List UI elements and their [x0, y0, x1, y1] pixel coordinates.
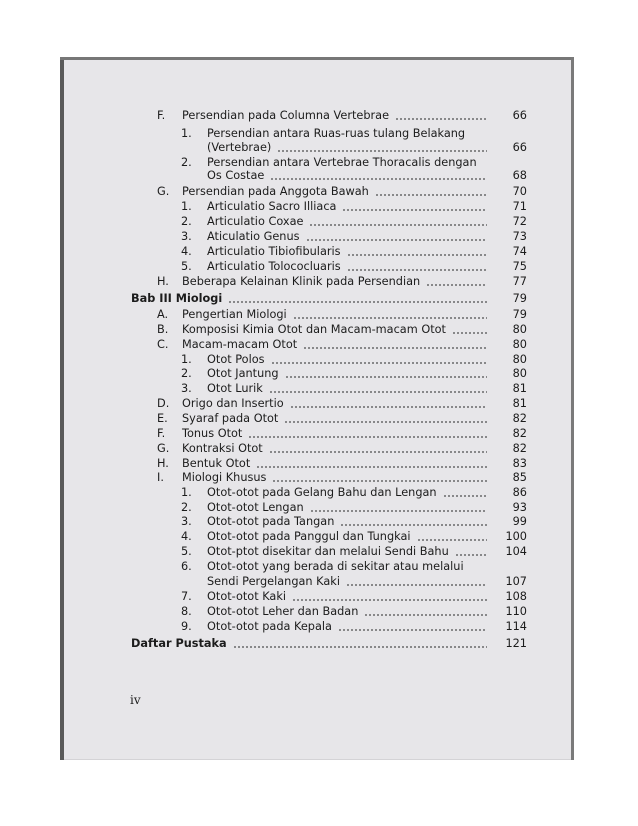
toc-entry-row — [207, 229, 493, 245]
toc-entry-title: Otot-otot pada Panggul dan Tungkai — [207, 530, 411, 543]
toc-entry-title: Otot Polos — [207, 353, 265, 366]
toc-page-number: 73 — [512, 230, 527, 243]
toc-entry-label: 2. — [181, 367, 192, 380]
toc-page-number: 82 — [512, 442, 527, 455]
toc-entry-title: Otot-ptot disekitar dan melalui Sendi Bahu — [207, 545, 449, 558]
toc-page-number: 71 — [512, 200, 527, 213]
dot-leader — [228, 301, 487, 303]
toc-entry-label: E. — [157, 412, 168, 425]
toc-entry-title: Otot Lurik — [207, 382, 263, 395]
dot-leader — [338, 629, 487, 631]
toc-page-number: 108 — [505, 590, 527, 603]
toc-entry-title: Otot Jantung — [207, 367, 279, 380]
dot-leader — [310, 510, 487, 512]
toc-entry-row — [182, 441, 493, 457]
toc-entry-label: 1. — [181, 200, 192, 213]
toc-page-number: 99 — [512, 515, 527, 528]
toc-entry-row — [207, 544, 493, 560]
toc-entry-label: 1. — [181, 353, 192, 366]
toc-entry-title: Syaraf pada Otot — [182, 412, 279, 425]
toc-entry-title: Otot-otot Leher dan Badan — [207, 605, 359, 618]
toc-entry-row — [182, 411, 493, 427]
toc-entry-title: Pengertian Miologi — [182, 308, 287, 321]
toc-page-number: 82 — [512, 412, 527, 425]
dot-leader — [346, 584, 487, 586]
dot-leader — [269, 451, 487, 453]
toc-entry-row — [182, 108, 493, 124]
toc-entry-label: H. — [157, 275, 169, 288]
toc-entry-row — [207, 381, 493, 397]
dot-leader — [256, 466, 487, 468]
dot-leader — [233, 646, 487, 648]
dot-leader — [269, 391, 487, 393]
toc-entry-label: A. — [157, 308, 169, 321]
toc-page-number: 79 — [512, 308, 527, 321]
toc-entry-row — [207, 199, 493, 215]
dot-leader — [375, 194, 487, 196]
toc-entry-row — [182, 396, 493, 412]
toc-entry-label: 2. — [181, 215, 192, 228]
toc-page-number: 75 — [512, 260, 527, 273]
toc-entry-row — [207, 514, 493, 530]
toc-entry-row — [207, 485, 493, 501]
toc-entry-row — [207, 366, 493, 382]
toc-entry-row — [207, 168, 493, 184]
toc-entry-row — [207, 259, 493, 275]
toc-entry-label: 2. — [181, 156, 192, 169]
toc-entry-label: 8. — [181, 605, 192, 618]
toc-entry-label: 3. — [181, 230, 192, 243]
toc-entry-label: 1. — [181, 486, 192, 499]
toc-entry-label: 9. — [181, 620, 192, 633]
toc-page-number: 82 — [512, 427, 527, 440]
dot-leader — [443, 495, 487, 497]
chapter-title: Bab III Miologi — [131, 292, 223, 305]
toc-entry-row — [207, 244, 493, 260]
toc-page-number: 80 — [512, 353, 527, 366]
toc-entry-title: Otot-otot Lengan — [207, 501, 304, 514]
toc-page-number: 66 — [512, 109, 527, 122]
toc-entry-title: Otot-otot pada Kepala — [207, 620, 332, 633]
dot-leader — [306, 239, 487, 241]
dot-leader — [452, 332, 487, 334]
toc-entry-row — [182, 322, 493, 338]
dot-leader — [417, 539, 487, 541]
toc-page-number: 83 — [512, 457, 527, 470]
toc-entry-title: Articulatio Tolococluaris — [207, 260, 341, 273]
toc-entry-row — [182, 184, 493, 200]
toc-entry-title: Articulatio Sacro Illiaca — [207, 200, 337, 213]
toc-page-number: 66 — [512, 141, 527, 154]
toc-entry-title: Persendian antara Vertebrae Thoracalis dengan — [207, 156, 477, 169]
toc-page-number: 80 — [512, 323, 527, 336]
toc-entry-title: Aticulatio Genus — [207, 230, 300, 243]
toc-entry-label: F. — [157, 109, 166, 122]
toc-entry-label: F. — [157, 427, 166, 440]
toc-entry-label: 5. — [181, 260, 192, 273]
toc-entry-row — [182, 307, 493, 323]
toc-page-number: 81 — [512, 382, 527, 395]
toc-page-number: 80 — [512, 338, 527, 351]
toc-page-number: 72 — [512, 215, 527, 228]
toc-page-number: 80 — [512, 367, 527, 380]
dot-leader — [455, 554, 487, 556]
dot-leader — [293, 317, 487, 319]
toc-entry-title: Miologi Khusus — [182, 471, 267, 484]
toc-entry-label: I. — [157, 471, 164, 484]
toc-entry-title: Origo dan Insertio — [182, 397, 284, 410]
toc-entry-label: 3. — [181, 515, 192, 528]
toc-entry-label: B. — [157, 323, 169, 336]
dot-leader — [271, 362, 487, 364]
dot-leader — [277, 150, 487, 152]
toc-page-number: 114 — [505, 620, 527, 633]
dot-leader — [290, 406, 487, 408]
toc-entry-title: Otot-otot yang berada di sekitar atau melalui — [207, 560, 464, 573]
dot-leader — [364, 614, 487, 616]
chapter-title: Daftar Pustaka — [131, 637, 227, 650]
dot-leader — [285, 376, 487, 378]
toc-entry-label: D. — [157, 397, 170, 410]
toc-entry-title: Bentuk Otot — [182, 457, 251, 470]
toc-page-number: 121 — [505, 637, 527, 650]
toc-entry-row — [182, 426, 493, 442]
toc-page-number: 110 — [505, 605, 527, 618]
toc-entry-title: Persendian antara Ruas-ruas tulang Belakang — [207, 127, 466, 140]
dot-leader — [309, 224, 487, 226]
dot-leader — [342, 209, 487, 211]
dot-leader — [248, 436, 487, 438]
toc-entry-row — [207, 574, 493, 590]
toc-entry-row — [207, 529, 493, 545]
toc-entry-row — [207, 619, 493, 635]
toc-page-number: 74 — [512, 245, 527, 258]
toc-entry-label: 7. — [181, 590, 192, 603]
toc-entry-label: 1. — [181, 127, 192, 140]
toc-entry-title: Articulatio Coxae — [207, 215, 304, 228]
dot-leader — [303, 347, 487, 349]
dot-leader — [284, 421, 487, 423]
dot-leader — [347, 254, 487, 256]
toc-entry-label: G. — [157, 442, 170, 455]
toc-page-number: 79 — [512, 292, 527, 305]
toc-page-number: 107 — [505, 575, 527, 588]
toc-entry-title: Articulatio Tibiofibularis — [207, 245, 341, 258]
toc-entry-row — [182, 274, 493, 290]
toc-entry-label: 6. — [181, 560, 192, 573]
toc-entry-row — [207, 559, 527, 575]
toc-entry-row — [207, 589, 493, 605]
toc-entry-title: (Vertebrae) — [207, 141, 272, 154]
toc-entry-row — [182, 337, 493, 353]
toc-entry-row — [207, 214, 493, 230]
toc-entry-label: 4. — [181, 530, 192, 543]
toc-entry-title: Otot-otot pada Gelang Bahu dan Lengan — [207, 486, 437, 499]
toc-page-number: 70 — [512, 185, 527, 198]
toc-page-number: 104 — [505, 545, 527, 558]
toc-entry-row — [207, 604, 493, 620]
toc-entry-title: Komposisi Kimia Otot dan Macam-macam Otot — [182, 323, 446, 336]
toc-entry-title: Macam-macam Otot — [182, 338, 298, 351]
dot-leader — [426, 284, 487, 286]
toc-page-number: 81 — [512, 397, 527, 410]
toc-page-number: 68 — [512, 169, 527, 182]
toc-entry-row — [207, 140, 493, 156]
toc-entry-title: Os Costae — [207, 169, 265, 182]
dot-leader — [272, 480, 487, 482]
toc-page-number: 85 — [512, 471, 527, 484]
dot-leader — [340, 524, 487, 526]
toc-entry-label: G. — [157, 185, 170, 198]
toc-page-number: 77 — [512, 275, 527, 288]
dot-leader — [270, 178, 487, 180]
toc-entry-title: Beberapa Kelainan Klinik pada Persendian — [182, 275, 421, 288]
toc-entry-row — [182, 470, 493, 486]
toc-entry-label: 2. — [181, 501, 192, 514]
toc-entry-title: Persendian pada Anggota Bawah — [182, 185, 369, 198]
toc-entry-title: Sendi Pergelangan Kaki — [207, 575, 340, 588]
toc-page-number: 86 — [512, 486, 527, 499]
toc-chapter-row — [131, 291, 493, 307]
toc-entry-title: Persendian pada Columna Vertebrae — [182, 109, 390, 122]
toc-entry-title: Otot-otot Kaki — [207, 590, 287, 603]
dot-leader — [292, 599, 487, 601]
toc-entry-label: H. — [157, 457, 169, 470]
toc-entry-title: Kontraksi Otot — [182, 442, 263, 455]
toc-chapter-row — [131, 636, 493, 652]
toc-entry-title: Tonus Otot — [182, 427, 243, 440]
toc-page-number: 93 — [512, 501, 527, 514]
toc-page-number: 100 — [505, 530, 527, 543]
toc-entry-label: C. — [157, 338, 169, 351]
dot-leader — [347, 269, 487, 271]
toc-entry-label: 5. — [181, 545, 192, 558]
toc-entry-label: 3. — [181, 382, 192, 395]
toc-entry-title: Otot-otot pada Tangan — [207, 515, 335, 528]
toc-entry-label: 4. — [181, 245, 192, 258]
dot-leader — [395, 118, 487, 120]
page-number: iv — [130, 693, 141, 707]
